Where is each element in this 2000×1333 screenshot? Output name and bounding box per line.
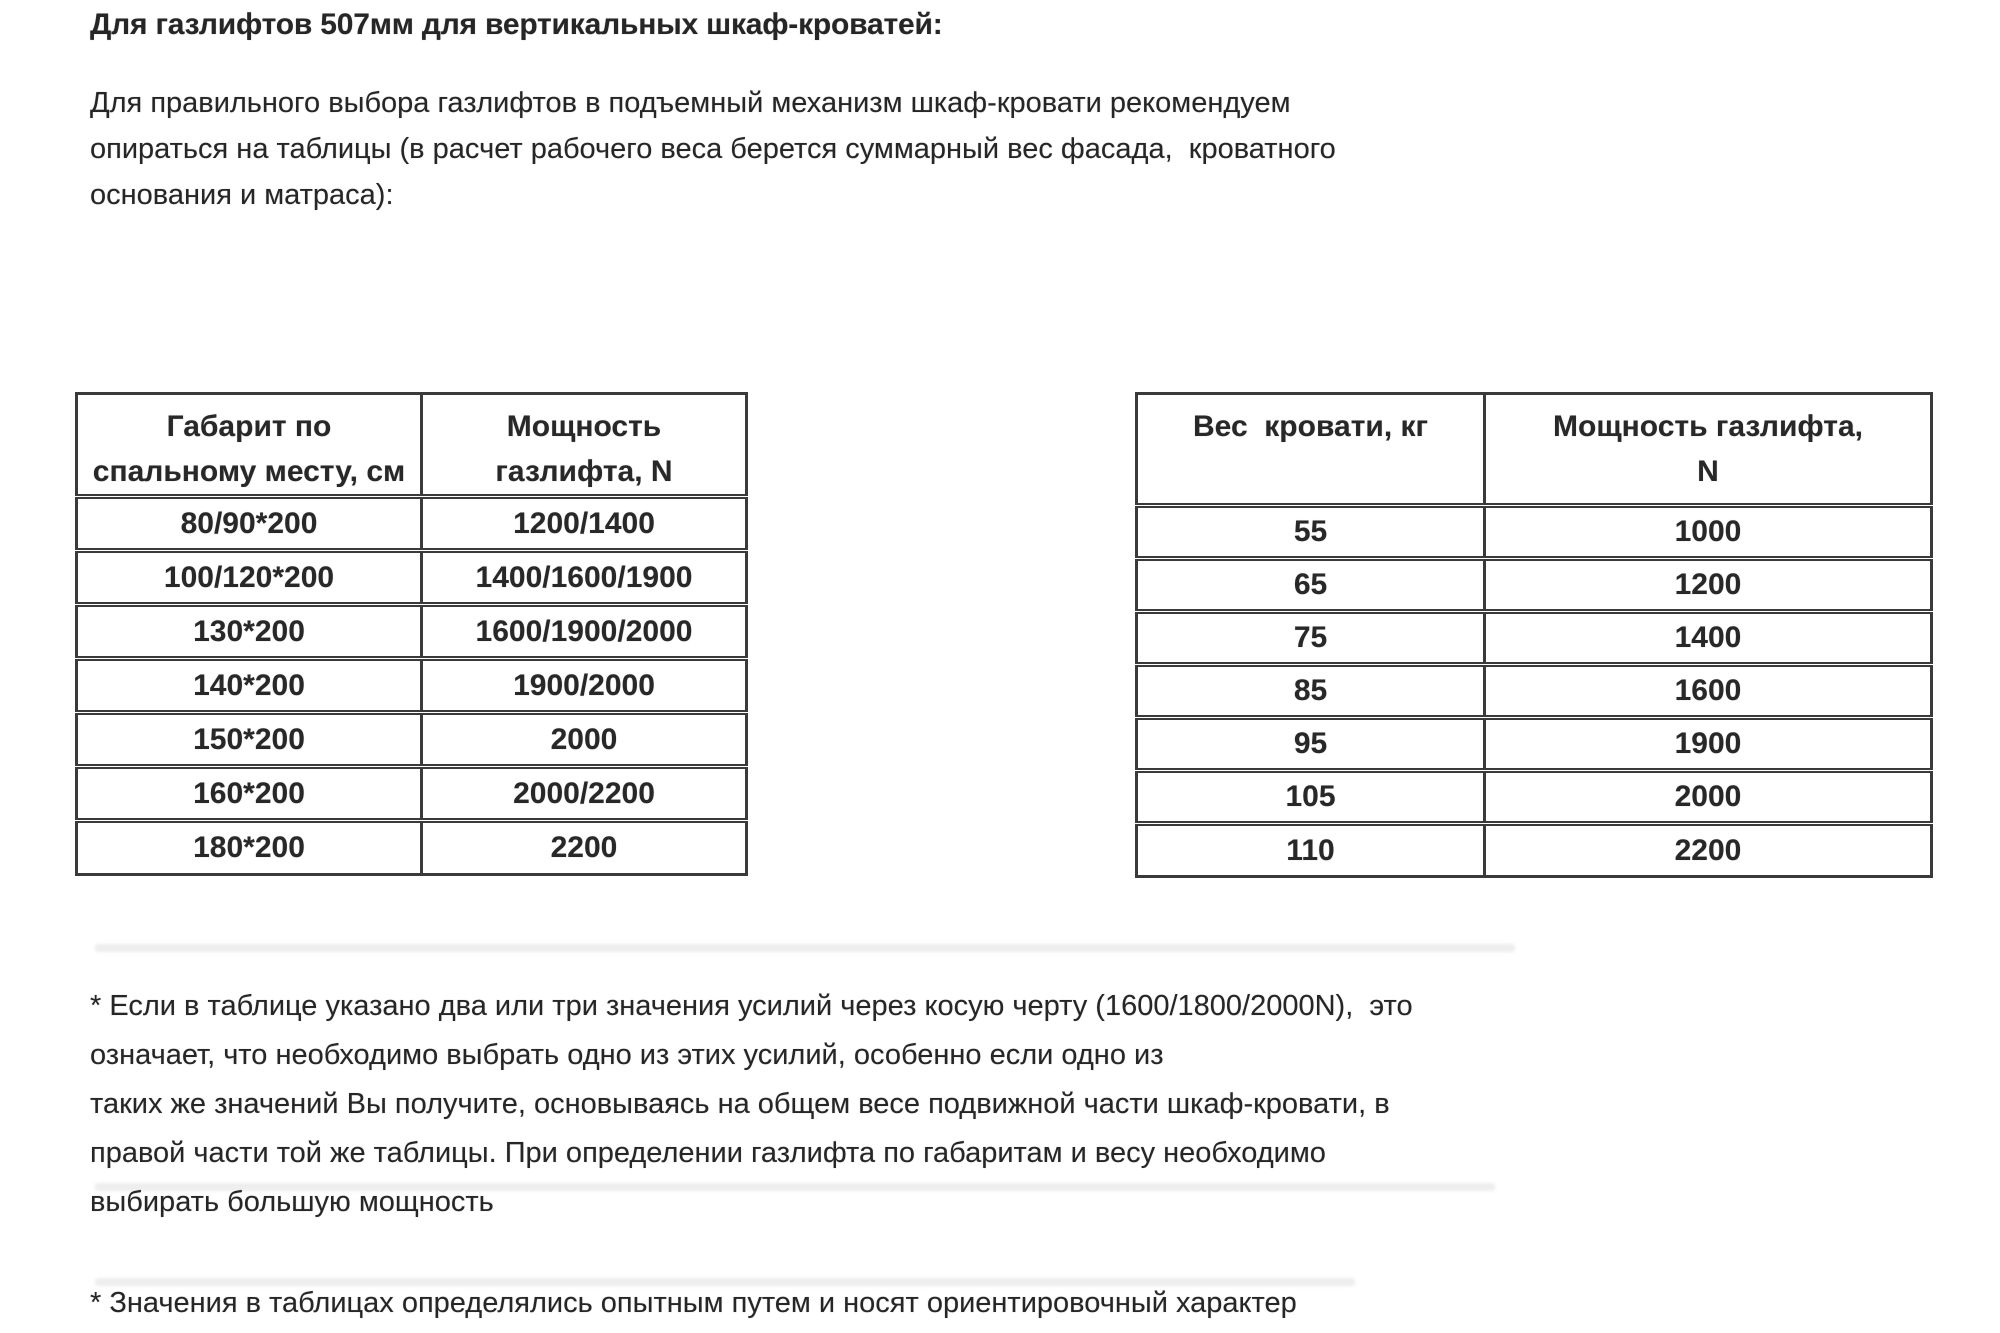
header-line: Габарит по [166,410,332,443]
header-cell-weight [1137,394,1485,506]
table-cell: 85 [1137,665,1485,718]
weight-power-table [1135,392,1933,878]
page-title: Для газлифтов 507мм для вертикальных шкаф-кроватей: [90,8,943,41]
footnote-slash-values [90,982,1413,1227]
table-row [1137,612,1932,665]
table-row [1137,665,1932,718]
table-cell: 2200 [422,821,747,875]
table-cell: 140*200 [77,659,422,713]
scan-artifact [95,1278,1355,1286]
table-row [77,659,747,713]
table-cell: 1900 [1485,718,1932,771]
table-cell: 80/90*200 [77,497,422,551]
footnote-line: правой части той же таблицы. При определении газлифта по габаритам и весу необходимо [90,1137,1326,1169]
table-cell: 75 [1137,612,1485,665]
table-cell: 1200/1400 [422,497,747,551]
header-line: Мощность [506,410,662,443]
table-row [1137,824,1932,877]
table-header-row [77,394,747,497]
table-cell: 2200 [1485,824,1932,877]
table-cell: 2000 [422,713,747,767]
intro-line: опираться на таблицы (в расчет рабочего веса берется суммарный вес фасада, кроватного [90,133,1336,165]
table-cell: 150*200 [77,713,422,767]
table-cell: 180*200 [77,821,422,875]
table-cell: 1900/2000 [422,659,747,713]
table-cell: 130*200 [77,605,422,659]
intro-paragraph [90,80,1336,218]
table-cell: 95 [1137,718,1485,771]
table-header-row [1137,394,1932,506]
table-row [77,713,747,767]
header-line: N [1697,455,1719,488]
table-row [1137,718,1932,771]
table-cell: 100/120*200 [77,551,422,605]
table-cell: 110 [1137,824,1485,877]
table-row [77,497,747,551]
table-row [77,767,747,821]
header-cell-size [77,394,422,497]
table-row [77,605,747,659]
table-cell: 1000 [1485,506,1932,559]
header-cell-power [422,394,747,497]
footnote-approximate-values: * Значения в таблицах определялись опытным путем и носят ориентировочный характер [90,1287,1297,1319]
header-line: Мощность газлифта, [1553,410,1863,443]
intro-line: основания и матраса): [90,179,394,211]
header-cell-power [1485,394,1932,506]
table-row [77,821,747,875]
footnote-line: выбирать большую мощность [90,1186,494,1218]
table-cell: 1400 [1485,612,1932,665]
table-cell: 1600 [1485,665,1932,718]
table-cell: 55 [1137,506,1485,559]
footnote-line: * Если в таблице указано два или три значения усилий через косую черту (1600/1800/2000N), это [90,990,1413,1022]
table-cell: 160*200 [77,767,422,821]
table-cell: 2000/2200 [422,767,747,821]
header-line: Вес кровати, кг [1192,410,1429,443]
header-line: газлифта, N [495,455,673,488]
table-cell: 65 [1137,559,1485,612]
table-cell: 2000 [1485,771,1932,824]
size-power-table [75,392,748,876]
table-cell: 1200 [1485,559,1932,612]
footnote-line: означает, что необходимо выбрать одно из этих усилий, особенно если одно из [90,1039,1164,1071]
table-cell: 1600/1900/2000 [422,605,747,659]
table-row [1137,559,1932,612]
scan-artifact [95,944,1515,952]
table-cell: 1400/1600/1900 [422,551,747,605]
intro-line: Для правильного выбора газлифтов в подъемный механизм шкаф-кровати рекомендуем [90,87,1291,119]
table-cell: 105 [1137,771,1485,824]
footnote-line: таких же значений Вы получите, основываясь на общем весе подвижной части шкаф-кровати, в [90,1088,1390,1120]
table-row [1137,771,1932,824]
header-line: спальному месту, см [92,455,406,488]
table-row [1137,506,1932,559]
table-row [77,551,747,605]
